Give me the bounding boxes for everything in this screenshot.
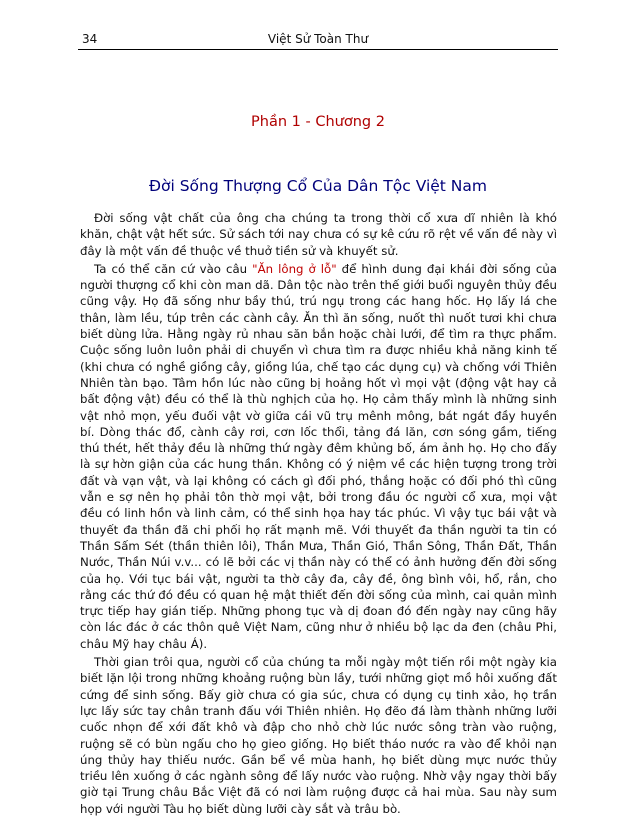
highlighted-quote: "Ăn lông ở lỗ" <box>252 261 337 276</box>
page-header <box>78 24 558 50</box>
header-rule <box>78 49 558 50</box>
chapter-title: Đời Sống Thượng Cổ Của Dân Tộc Việt Nam <box>148 177 488 195</box>
body-text <box>80 210 557 819</box>
paragraph-text: để hình dung đại khái đời sống của người thượng cổ khi còn man dã. Dân tộc nào trên thế giới buổi nguyên thủy đều cũng vậy. Họ đã sống như bầy thú, trú ngụ trong các hang hốc. Họ lấy lá che thân, làm lều, túp trên các cành cây. Ăn thì ăn sống, nuốt thì nuốt tươi khi chưa biết dùng lửa. Hằng ngày rủ nhau săn bắn hoặc chài lưới, để tìm ra thực phẩm. Cuộc sống luôn luôn phải di chuyển vì chưa tìm ra được nhiều khả năng kinh tế (khi chưa có nghề giồng cây, giồng lúa, chế tạo các dụng cụ) và chống với Thiên Nhiên tàn bạo. Tâm hồn lúc nào cũng bị hoảng hốt vì mọi vật (động vật hay cả bất động vật) đều có thể là thù nghịch của họ. Họ cảm thấy mình là những sinh vật nhỏ mọn, yếu đuối vật vờ giữa cái vũ trụ mênh mông, bát ngát đầy huyền bí. Dòng thác đổ, cành cây rơi, cơn lốc thổi, tảng đá lăn, cơn sóng gầm, tiếng thú thét, hết thảy đều là những thứ ngày đêm khủng bố, ám ảnh họ. Họ cho đấy là sự hờn giận của các hung thần. Không có ý niệm về các hiện tượng trong trời đất và vạn vật, và lại không có cách gì đối phó, thắng hoặc có đối phó thì cũng vẫn e sợ nên họ phải tôn thờ mọi vật, bởi trong đầu óc người cổ xưa, mọi vật đều có linh hồn và linh cảm, có thể sinh họa hay tác phúc. Vì vậy tục bái vật và thuyết đa thần đã chi phối họ rất mạnh mẽ. Với thuyết đa thần người ta tin có Thần Sấm Sét (thần thiên lôi), Thần Mưa, Thần Gió, Thần Sông, Thần Đất, Thần Nước, Thần Núi v.v... có lẽ bởi các vị thần này có thể có ảnh hưởng đến đời sống của họ. Với tục bái vật, người ta thờ cây đa, cây đề, ông bình vôi, hổ, rắn, cho rằng các thứ đó đều có quan hệ mật thiết đến đời sống của mình, cai quản mình trực tiếp hay gián tiếp. Những phong tục và dị đoan đó đến ngày nay cũng hãy còn lác đác ở các thôn quê Việt Nam, cũng như ở nhiều bộ lạc da đen (châu Phi, châu Mỹ hay châu Á). <box>80 261 557 651</box>
paragraph <box>80 261 557 652</box>
page-number: 34 <box>82 32 98 46</box>
paragraph: Đời sống vật chất của ông cha chúng ta trong thời cổ xưa dĩ nhiên là khó khăn, chật vật hết sức. Sử sách tới nay chưa có sự kê cứu rõ rệt về vấn đề này vì đây là một vấn đề thuộc về thuở tiền sử và khuyết sử. <box>80 211 557 258</box>
running-title: Việt Sử Toàn Thư <box>267 32 369 46</box>
paragraph: Thời gian trôi qua, người cổ của chúng ta mỗi ngày một tiến rồi một ngày kia biết lặn lội trong những khoảng ruộng bùn lầy, tưới những giọt mồ hôi xuống đất cứng để sinh sống. Bấy giờ chưa có gia súc, chưa có dụng cụ tinh xảo, họ trần lực lấy sức tay chân tranh đấu với Thiên nhiên. Họ đẽo đá làm thành những lưỡi cuốc nhọn để xới đất khô và đập cho nhỏ chờ lúc nước sông tràn vào ruộng, ruộng sẽ có bùn ngấu cho họ gieo giống. Họ biết tháo nước ra vào để khỏi nạn úng thủy hay thiếu nước. Gần bể về mùa hanh, họ biết dùng mực nước thủy triều lên xuống ở các ngành sông để lấy nước vào ruộng. Nhờ vậy ngay thời bấy giờ tại Trung châu Bắc Việt đã có nơi làm ruộng được cả hai mùa. Sau này sum họp với người Tàu họ biết dùng lưỡi cày sắt và trâu bò. <box>80 655 557 816</box>
paragraph-text: Ta có thể căn cứ vào câu <box>94 261 253 276</box>
part-title: Phần 1 - Chương 2 <box>251 114 385 130</box>
